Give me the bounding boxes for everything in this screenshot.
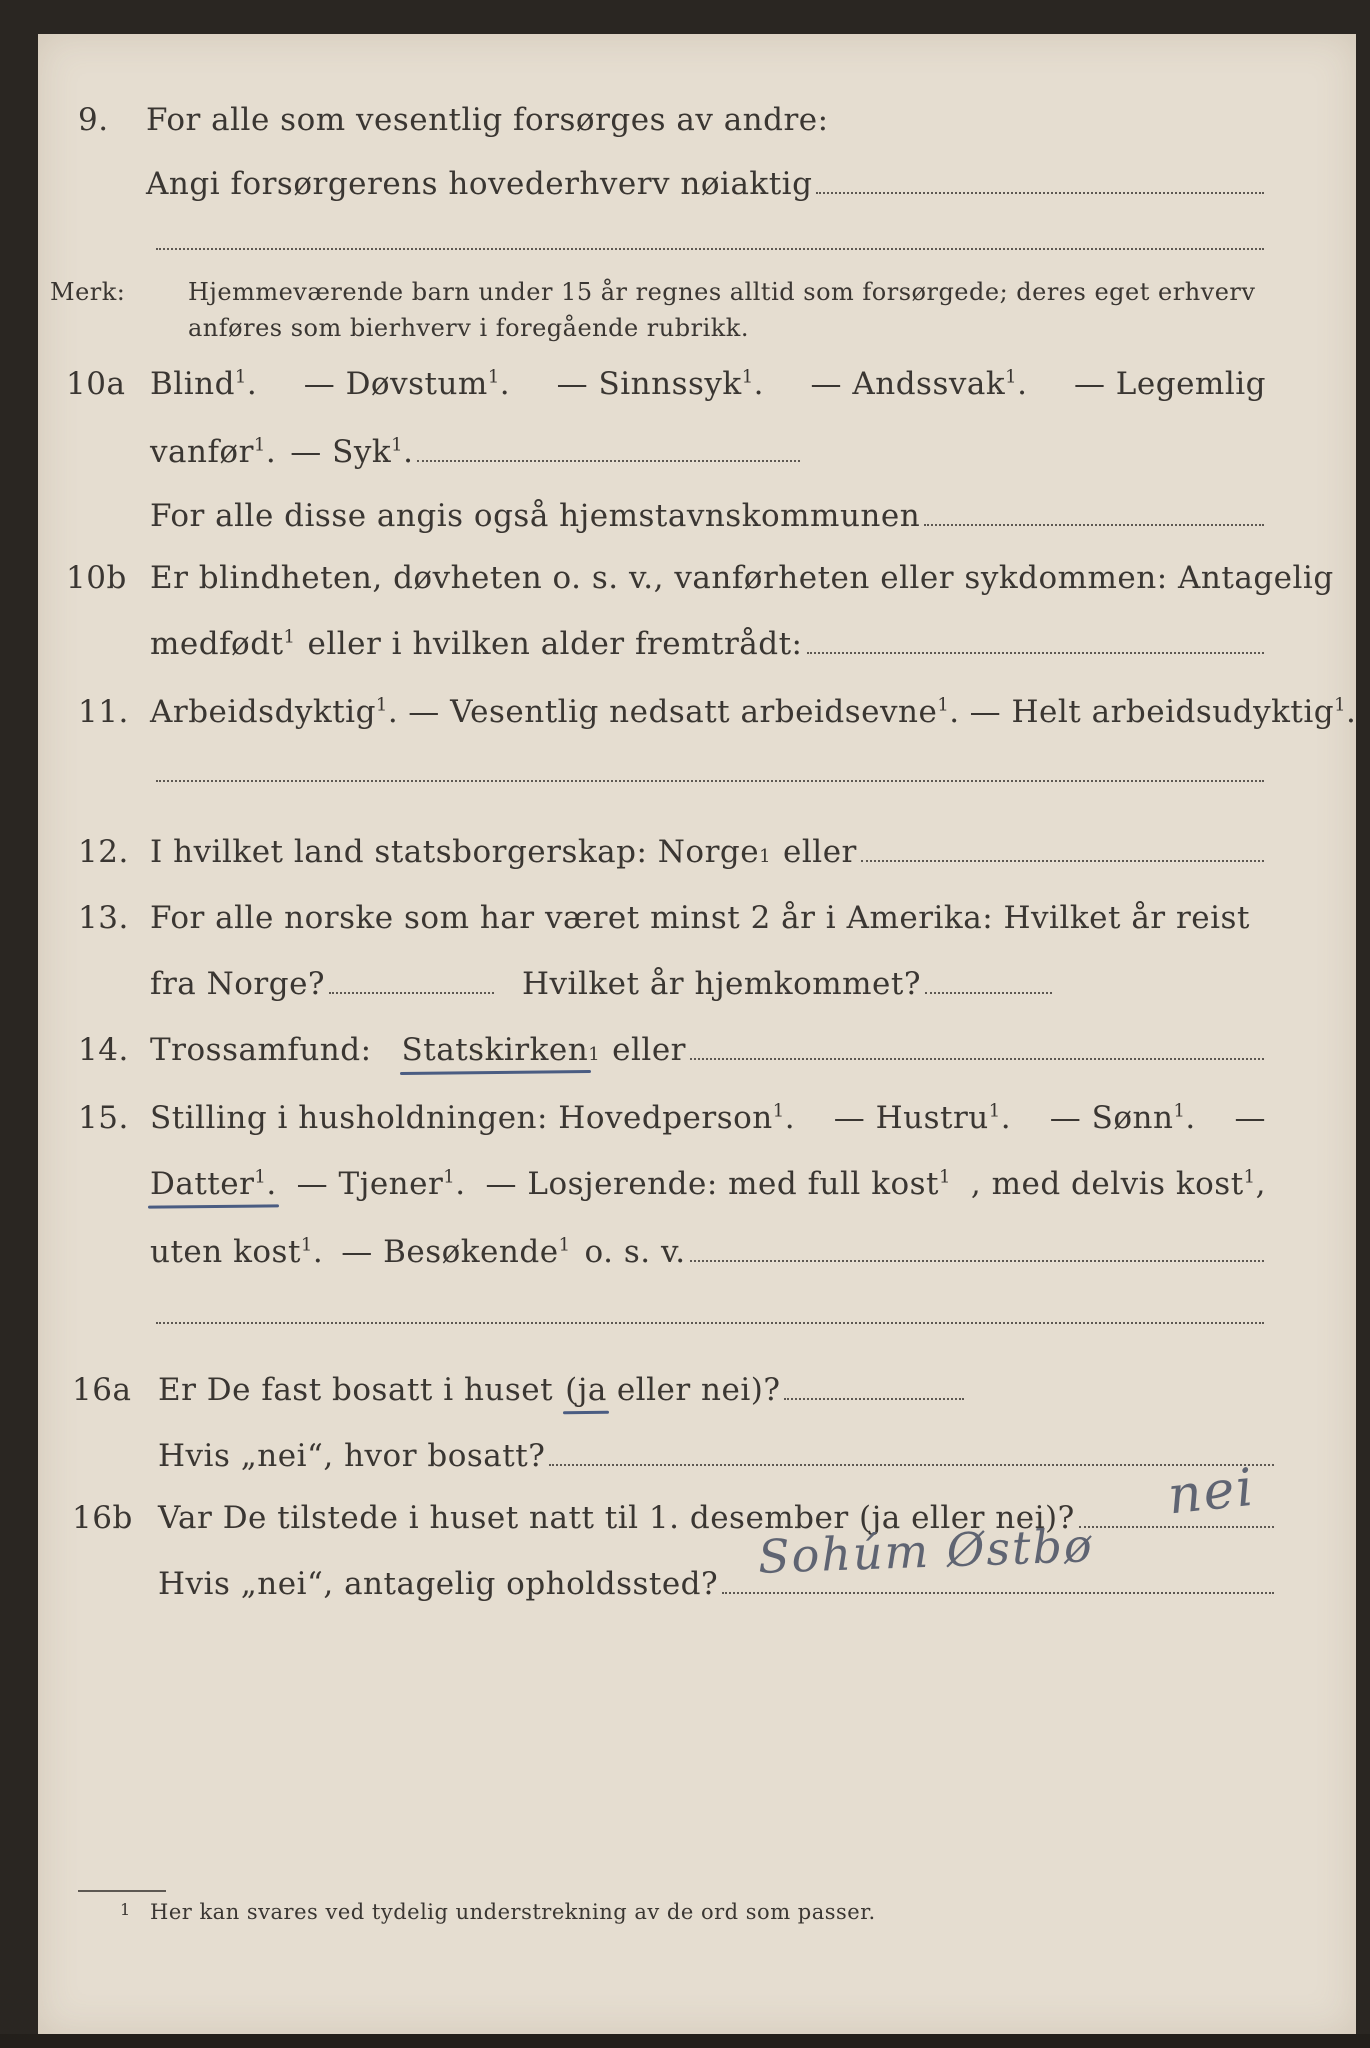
- opt-sonn[interactable]: — Sønn$^1$.: [1049, 1100, 1196, 1136]
- q14-label: Trossamfund:: [150, 1032, 372, 1068]
- q15-row-2: [38, 1166, 1356, 1226]
- scan-border: [0, 2034, 1370, 2048]
- opt-tjener[interactable]: — Tjener$^1$.: [296, 1166, 466, 1202]
- opt-hovedperson[interactable]: Stilling i husholdningen: Hovedperson$^1$.: [150, 1100, 796, 1136]
- q16b-line2: Hvis „nei“, antagelig opholdssted?: [158, 1566, 719, 1602]
- q13-number: 13.: [78, 900, 129, 936]
- q16a-row: [38, 1372, 1356, 1432]
- q9-line2: Angi forsørgerens hovederhverv nøiaktig: [146, 166, 813, 202]
- q16a-answer-field[interactable]: [784, 1376, 964, 1400]
- footnote-text: Her kan svares ved tydelig understrekning av de ord som passer.: [150, 1900, 876, 1924]
- q12-eller: eller: [783, 834, 857, 870]
- footnote-rule: [78, 1890, 166, 1892]
- opt-full-kost[interactable]: — Losjerende: med full kost$^1$: [485, 1166, 951, 1202]
- q16b-row: [38, 1500, 1356, 1560]
- q9-answer-field[interactable]: [816, 170, 1264, 194]
- opt-andssvak[interactable]: — Andssvak$^1$.: [810, 366, 1028, 402]
- q10a-syk-field[interactable]: [417, 438, 800, 462]
- q10a-row-3: [38, 498, 1356, 558]
- opt-dovstum[interactable]: — Døvstum$^1$.: [303, 366, 511, 402]
- opt-syk[interactable]: — Syk$^1$.: [290, 434, 414, 470]
- footnote-row: [38, 1900, 1356, 1960]
- opt-medfodt[interactable]: medfødt$^1$: [150, 626, 296, 662]
- q16b-question: Var De tilstede i huset natt til 1. desember (ja eller nei)?: [158, 1500, 1075, 1536]
- q16a-line2: Hvis „nei“, hvor bosatt?: [158, 1438, 546, 1474]
- q12-row: 12. I hvilket land statsborgerskap: Norge 1 eller: [38, 834, 1356, 894]
- q9-line2-row: [38, 166, 1356, 226]
- census-form-page: [38, 34, 1356, 2034]
- q9-number: 9.: [78, 102, 109, 138]
- q10b-answer-field[interactable]: [807, 630, 1264, 654]
- q15-answer-field[interactable]: [690, 1238, 1264, 1262]
- q14-answer-field[interactable]: [690, 1036, 1264, 1060]
- q10b-line2: eller i hvilken alder fremtrådt:: [307, 626, 803, 662]
- q10a-hjemstavn-label: For alle disse angis også hjemstavnskommunen: [150, 498, 921, 534]
- q13-row: [38, 900, 1356, 960]
- opt-statskirken[interactable]: Statskirken: [401, 1032, 589, 1068]
- q15-row-3: [38, 1234, 1356, 1294]
- q9-extra-answer-line[interactable]: [156, 248, 1264, 250]
- opt-datter[interactable]: Datter$^1$.: [150, 1166, 277, 1202]
- q12-answer-field[interactable]: [861, 838, 1264, 862]
- q9-row: [38, 102, 1356, 162]
- merk-line1: Hjemmeværende barn under 15 år regnes alltid som forsørgede; deres eget erhverv: [188, 278, 1256, 306]
- q14-number: 14.: [78, 1032, 129, 1068]
- q15-osv: o. s. v.: [584, 1234, 686, 1270]
- q13-hjemkommet-label: Hvilket år hjemkommet?: [522, 966, 921, 1002]
- q10a-row: [38, 366, 1356, 426]
- handwritten-answer-nei: nei: [1165, 1457, 1258, 1527]
- q10a-hjemstavn-field[interactable]: [924, 502, 1264, 526]
- merk-line2: anføres som bierhverv i foregående rubrikk.: [188, 314, 749, 342]
- q10a-number: 10a: [66, 366, 126, 402]
- opt-uten-kost[interactable]: uten kost$^1$.: [150, 1234, 324, 1270]
- q15-extra-answer-line[interactable]: [156, 1322, 1264, 1324]
- q13-hjemkommet-field[interactable]: [925, 970, 1052, 994]
- opt-vanfor[interactable]: vanfør$^1$.: [150, 434, 277, 470]
- opt-legemlig[interactable]: — Legemlig: [1073, 366, 1266, 402]
- opt-blind[interactable]: Blind$^1$.: [150, 366, 258, 402]
- footnote-mark: 1: [120, 1900, 131, 1919]
- opt-arbeidsdyktig[interactable]: Arbeidsdyktig$^1$.: [150, 694, 399, 730]
- handwritten-answer-place: Sohúm Østbø: [757, 1518, 1095, 1584]
- opt-udyktig[interactable]: — Helt arbeidsudyktig$^1$.: [969, 694, 1357, 730]
- q12-number: 12.: [78, 834, 129, 870]
- merk-row-2: [38, 314, 1356, 374]
- q14-eller: eller: [612, 1032, 686, 1068]
- q15-dash: —: [1234, 1100, 1266, 1136]
- opt-hustru[interactable]: — Hustru$^1$.: [833, 1100, 1012, 1136]
- q16a-eller-nei: eller nei)?: [616, 1372, 781, 1408]
- q16a-row-2: [38, 1438, 1356, 1498]
- q14-row: 14. Trossamfund: Statskirken 1 eller: [38, 1032, 1356, 1092]
- q16b-number: 16b: [72, 1500, 133, 1536]
- opt-sinnssyk[interactable]: — Sinnssyk$^1$.: [556, 366, 765, 402]
- opt-delvis-kost[interactable]: , med delvis kost$^1$,: [970, 1166, 1266, 1202]
- opt-nedsatt[interactable]: — Vesentlig nedsatt arbeidsevne$^1$.: [408, 694, 960, 730]
- opt-ja[interactable]: (ja: [565, 1372, 607, 1408]
- opt-besokende[interactable]: — Besøkende$^1$: [341, 1234, 571, 1270]
- q11-row: [38, 694, 1356, 754]
- q15-number: 15.: [78, 1100, 129, 1136]
- q16a-number: 16a: [72, 1372, 132, 1408]
- q10b-number: 10b: [66, 560, 127, 596]
- q15-row: [38, 1100, 1356, 1160]
- q10b-row-2: [38, 626, 1356, 686]
- q13-line1: For alle norske som har været minst 2 år i Amerika: Hvilket år reist: [150, 900, 1250, 936]
- q10b-row: [38, 560, 1356, 620]
- q10b-line1: Er blindheten, døvheten o. s. v., vanførheten eller sykdommen: Antagelig: [150, 560, 1334, 596]
- q16a-question: Er De fast bosatt i huset: [158, 1372, 554, 1408]
- q9-line1: For alle som vesentlig forsørges av andre:: [146, 102, 829, 138]
- q10a-row-2: [38, 434, 1356, 494]
- q16a-bosatt-field[interactable]: [549, 1442, 1274, 1466]
- q12-question: I hvilket land statsborgerskap: Norge: [150, 834, 760, 870]
- q13-reist-field[interactable]: [329, 970, 494, 994]
- q13-reist-label: fra Norge?: [150, 966, 326, 1002]
- q13-row-2: [38, 966, 1356, 1026]
- q11-extra-answer-line[interactable]: [156, 780, 1264, 782]
- merk-label: Merk:: [50, 278, 126, 306]
- q11-number: 11.: [78, 694, 129, 730]
- q16b-row-2: [38, 1566, 1356, 1626]
